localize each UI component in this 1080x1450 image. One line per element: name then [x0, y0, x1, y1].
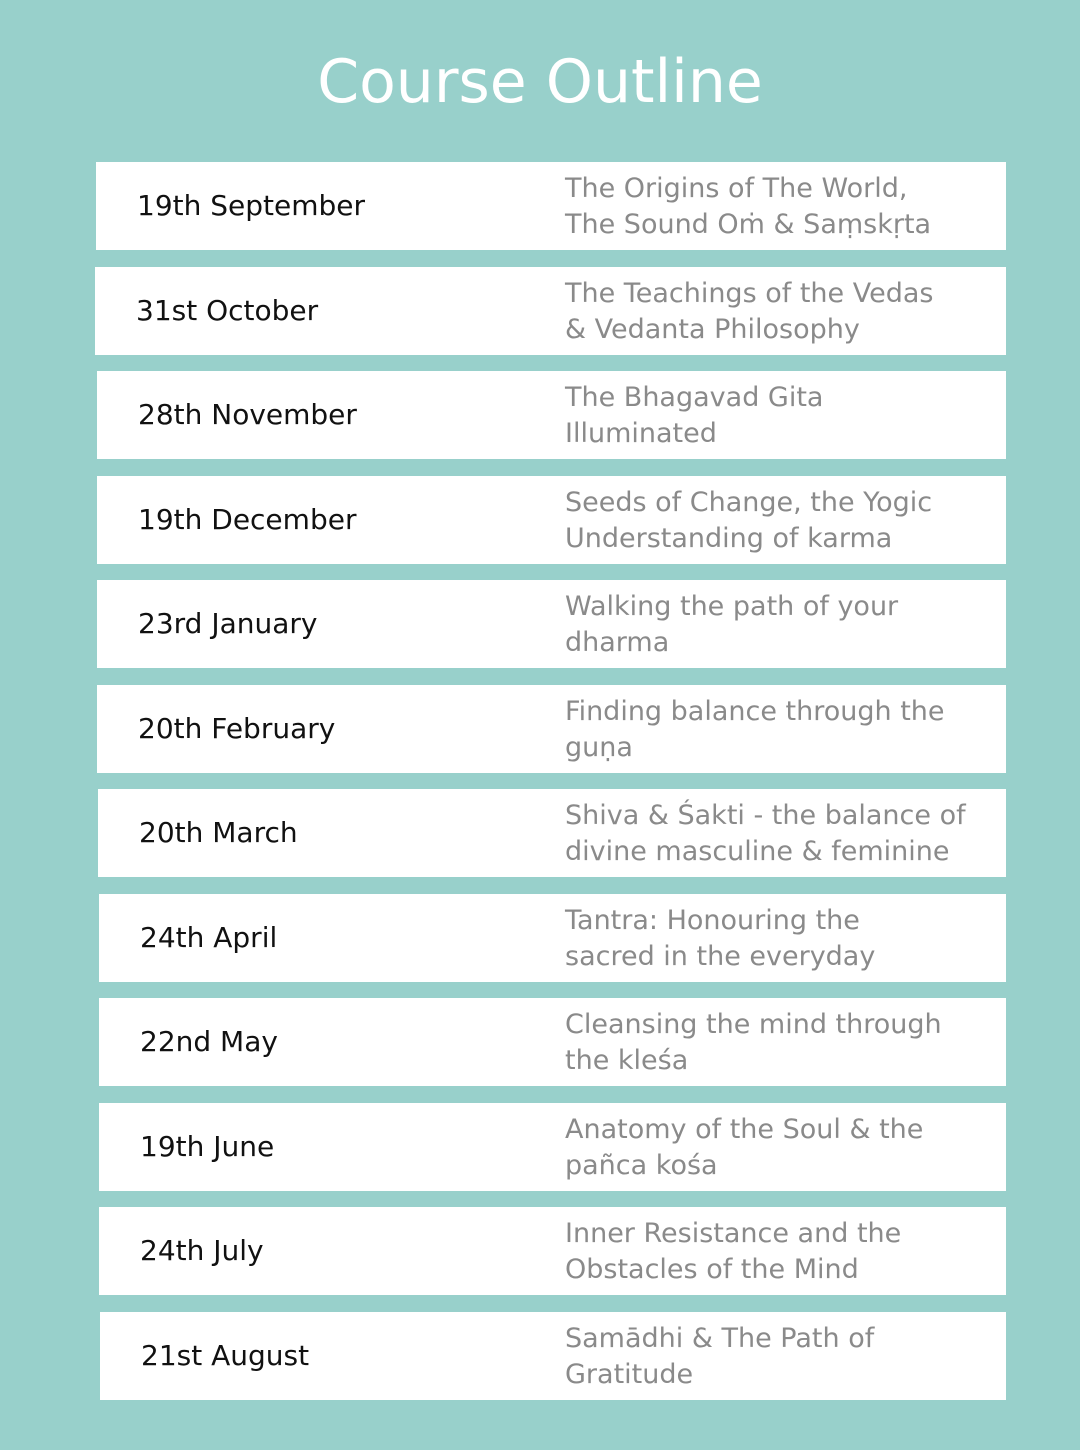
session-topic-line: divine masculine & feminine: [565, 836, 950, 867]
session-date: 20th February: [138, 712, 336, 745]
session-date: 24th July: [140, 1234, 264, 1267]
session-topic-line: & Vedanta Philosophy: [565, 314, 860, 345]
session-row: [100, 1312, 1006, 1400]
session-topic: [565, 694, 945, 766]
session-date: 21st August: [141, 1339, 310, 1372]
session-topic-line: Understanding of karma: [565, 523, 893, 554]
session-topic-line: sacred in the everyday: [565, 941, 876, 972]
session-date: 19th June: [140, 1130, 275, 1163]
session-row: [99, 1103, 1006, 1191]
session-topic: [565, 276, 933, 348]
session-topic-line: Gratitude: [565, 1359, 694, 1390]
session-row: [96, 162, 1006, 250]
session-topic-line: Shiva & Śakti - the balance of: [565, 800, 966, 831]
session-topic: [565, 1007, 942, 1079]
session-row: [97, 685, 1006, 773]
session-topic: [565, 1112, 923, 1184]
session-date: 24th April: [140, 921, 278, 954]
session-topic: [565, 1321, 874, 1393]
session-topic-line: Anatomy of the Soul & the: [565, 1114, 924, 1145]
session-date: 31st October: [136, 294, 319, 327]
session-row: [99, 998, 1006, 1086]
session-topic: [565, 798, 966, 870]
session-topic: [565, 485, 932, 557]
session-row: [97, 580, 1006, 668]
session-date: 28th November: [138, 398, 357, 431]
session-row: [95, 267, 1006, 355]
session-topic-line: Tantra: Honouring the: [565, 905, 860, 936]
session-topic: [565, 171, 931, 243]
session-row: [97, 371, 1006, 459]
session-topic: [565, 1216, 901, 1288]
session-topic-line: guṇa: [565, 732, 633, 763]
session-topic-line: Obstacles of the Mind: [565, 1254, 859, 1285]
session-date: 20th March: [139, 816, 298, 849]
session-topic-line: Finding balance through the: [565, 696, 945, 727]
session-topic-line: Walking the path of your: [565, 591, 899, 622]
session-row: [97, 476, 1006, 564]
session-topic-line: Cleansing the mind through: [565, 1009, 942, 1040]
session-topic-line: Samādhi & The Path of: [565, 1323, 875, 1354]
session-topic-line: pañca kośa: [565, 1150, 718, 1181]
session-topic-line: Inner Resistance and the: [565, 1218, 902, 1249]
session-date: 19th December: [138, 503, 357, 536]
session-topic-line: the kleśa: [565, 1045, 689, 1076]
session-row: [99, 894, 1006, 982]
session-date: 22nd May: [140, 1025, 278, 1058]
session-topic: [565, 589, 898, 661]
session-date: 19th September: [137, 189, 366, 222]
session-row: [98, 789, 1006, 877]
page-title: Course Outline: [317, 47, 763, 117]
session-topic: [565, 380, 823, 452]
session-topic-line: The Sound Oṁ & Saṃskṛta: [565, 209, 932, 240]
session-row: [99, 1207, 1006, 1295]
session-topic-line: The Bhagavad Gita: [565, 382, 824, 413]
session-topic-line: Illuminated: [565, 418, 717, 449]
session-topic-line: Seeds of Change, the Yogic: [565, 487, 933, 518]
session-topic: [565, 903, 875, 975]
session-date: 23rd January: [138, 607, 318, 640]
session-topic-line: The Teachings of the Vedas: [565, 278, 934, 309]
session-topic-line: dharma: [565, 627, 670, 658]
session-topic-line: The Origins of The World,: [565, 173, 908, 204]
